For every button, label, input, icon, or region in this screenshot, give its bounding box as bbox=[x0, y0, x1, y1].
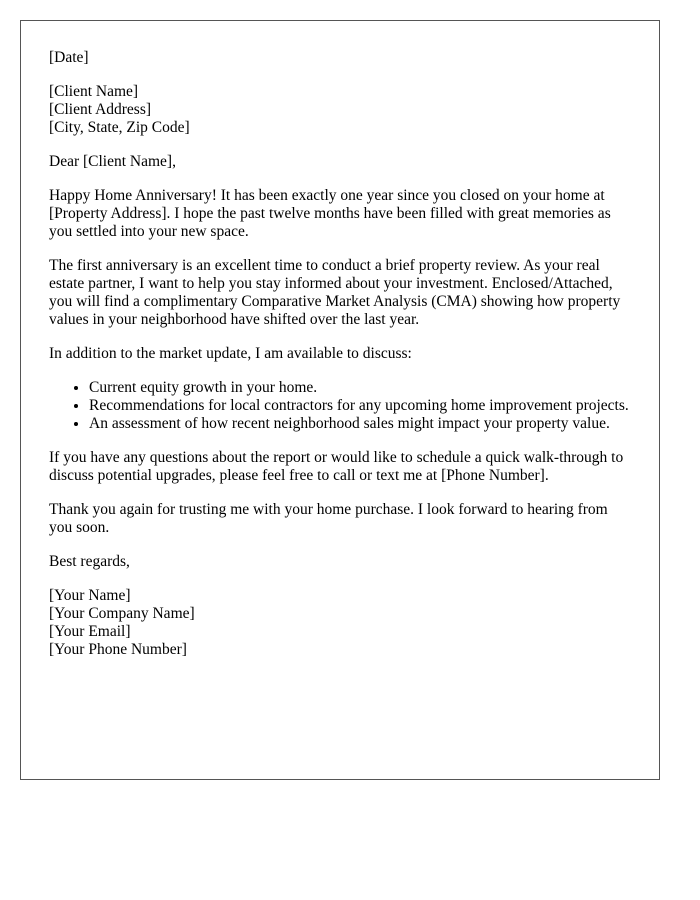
letter-date: [Date] bbox=[49, 49, 89, 66]
recipient-address: [Client Address] bbox=[49, 101, 152, 118]
list-item: • An assessment of how recent neighborhood sales might impact your property value. bbox=[89, 415, 631, 433]
recipient-name: [Client Name] bbox=[49, 83, 139, 100]
sender-name: [Your Name] bbox=[49, 587, 131, 604]
body-paragraph-anniversary: Happy Home Anniversary! It has been exactly one year since you closed on your home at [Property Address]. I hope the past twelve months have been filled with great memories as you settled into your new space. bbox=[49, 187, 611, 240]
list-item: • Recommendations for local contractors for any upcoming home improvement projects. bbox=[89, 397, 631, 415]
letter-page bbox=[20, 20, 660, 780]
body-paragraph-questions: If you have any questions about the report or would like to schedule a quick walk-through to discuss potential upgrades, please feel free to call or text me at [Phone Number]. bbox=[49, 449, 624, 484]
salutation: Dear [Client Name], bbox=[49, 153, 176, 170]
recipient-address-block bbox=[49, 83, 631, 137]
sender-phone: [Your Phone Number] bbox=[49, 641, 187, 658]
list-item: • Current equity growth in your home. bbox=[89, 379, 631, 397]
body-paragraph-discussion-intro: In addition to the market update, I am available to discuss: bbox=[49, 345, 412, 362]
signature-block bbox=[49, 587, 631, 659]
body-paragraph-property-review: The first anniversary is an excellent time to conduct a brief property review. As your real estate partner, I want to help you stay informed about your investment. Enclosed/Attached, you will find a complimentary Comparative Market Analysis (CMA) showing how property values in your neighborhood have shifted over the last year. bbox=[49, 257, 621, 328]
body-paragraph-thanks: Thank you again for trusting me with your home purchase. I look forward to hearing from you soon. bbox=[49, 501, 608, 536]
date-line bbox=[49, 49, 631, 67]
sign-off: Best regards, bbox=[49, 553, 130, 570]
sender-email: [Your Email] bbox=[49, 623, 131, 640]
recipient-city-state-zip: [City, State, Zip Code] bbox=[49, 119, 190, 136]
discussion-topics-list bbox=[49, 379, 631, 433]
sender-company: [Your Company Name] bbox=[49, 605, 195, 622]
